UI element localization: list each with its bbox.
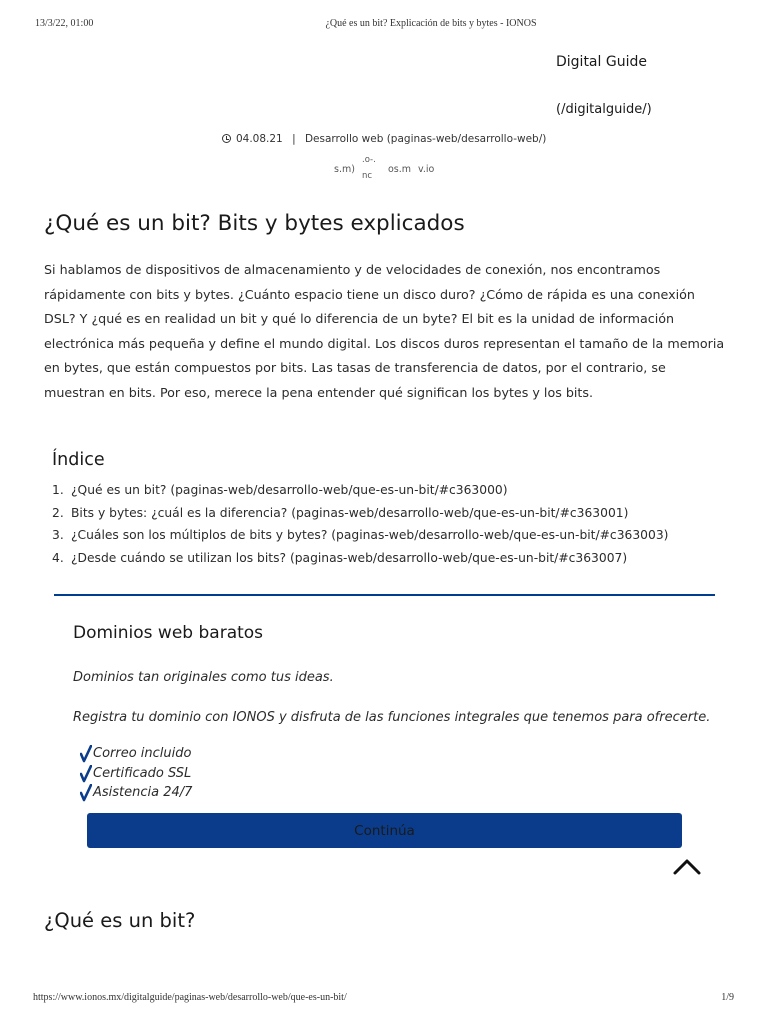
chevron-up-icon[interactable] xyxy=(672,854,702,876)
checkmark-icon xyxy=(80,745,92,763)
share-fragment[interactable]: .o-. xyxy=(362,156,376,165)
continue-button[interactable]: Continúa xyxy=(87,813,682,848)
print-header xyxy=(0,18,768,32)
toc-item[interactable]: 4. ¿Desde cuándo se utilizan los bits? (paginas-web/desarrollo-web/que-es-un-bit/#c363007) xyxy=(52,550,628,565)
print-page-title: ¿Qué es un bit? Explicación de bits y bytes - IONOS xyxy=(325,18,537,29)
feature-item: Certificado SSL xyxy=(80,764,192,784)
category-link[interactable]: Desarrollo web (paginas-web/desarrollo-web/) xyxy=(304,133,547,145)
share-fragment[interactable]: s.m) xyxy=(334,164,355,175)
toc-item[interactable]: 2. Bits y bytes: ¿cuál es la diferencia? (paginas-web/desarrollo-web/que-es-un-bit/#c363001) xyxy=(52,505,629,520)
promo-tagline: Dominios tan originales como tus ideas. xyxy=(73,670,334,685)
toc-link[interactable]: ¿Qué es un bit? (paginas-web/desarrollo-web/que-es-un-bit/#c363000) xyxy=(71,483,508,497)
promo-description: Registra tu dominio con IONOS y disfruta de las funciones integrales que tenemos para ofrecerte. xyxy=(73,710,711,725)
toc-link[interactable]: ¿Desde cuándo se utilizan los bits? (paginas-web/desarrollo-web/que-es-un-bit/#c363007) xyxy=(71,550,628,565)
feature-item: Asistencia 24/7 xyxy=(80,783,192,803)
toc-item[interactable]: 1. ¿Qué es un bit? (paginas-web/desarrollo-web/que-es-un-bit/#c363000) xyxy=(52,483,508,497)
article-intro: Si hablamos de dispositivos de almacenamiento y de velocidades de conexión, nos encontramos rápidamente con bits y bytes. ¿Cuánto espacio tiene un disco duro? ¿Cómo de rápida es una conexión DSL? Y ¿qué es en realidad un bit y qué lo diferencia de un byte? El bit es la unidad de información electrónica más pequeña y define el mundo digital. Los discos duros representan el tamaño de la memoria en bytes, que están compuestos por bits. Las tasas de transferencia de datos, por el contrario, se muestran en bits. Por eso, merece la pena entender qué significan los bytes y los bits. xyxy=(44,262,725,400)
toc-link[interactable]: ¿Cuáles son los múltiplos de bits y bytes? (paginas-web/desarrollo-web/que-es-un-bit/#c363003) xyxy=(71,528,669,542)
brand-name[interactable]: Digital Guide xyxy=(556,54,647,70)
share-fragment[interactable]: os.m xyxy=(388,164,412,175)
share-links[interactable] xyxy=(334,156,454,182)
brand-link[interactable]: (/digitalguide/) xyxy=(556,102,652,117)
share-fragment[interactable]: v.io xyxy=(418,164,435,175)
print-date: 13/3/22, 01:00 xyxy=(35,18,94,29)
table-of-contents xyxy=(52,479,668,569)
share-fragment[interactable]: nc xyxy=(362,171,373,181)
checkmark-icon xyxy=(80,765,92,783)
meta-separator: | xyxy=(292,133,296,145)
toc-link[interactable]: Bits y bytes: ¿cuál es la diferencia? (paginas-web/desarrollo-web/que-es-un-bit/#c363001) xyxy=(71,505,629,520)
print-footer xyxy=(0,992,768,1006)
article-title: ¿Qué es un bit? Bits y bytes explicados xyxy=(44,211,465,236)
feature-item: Correo incluido xyxy=(80,744,192,764)
article-meta xyxy=(0,133,768,145)
publish-date: 04.08.21 xyxy=(235,133,283,145)
print-url: https://www.ionos.mx/digitalguide/paginas-web/desarrollo-web/que-es-un-bit/ xyxy=(33,992,347,1003)
section-title: ¿Qué es un bit? xyxy=(44,909,196,932)
page-number: 1/9 xyxy=(721,992,734,1003)
promo-title: Dominios web baratos xyxy=(73,623,264,643)
domain-promo-box xyxy=(54,594,715,850)
checkmark-icon xyxy=(80,784,92,802)
toc-title: Índice xyxy=(52,450,105,470)
clock-icon xyxy=(222,134,231,143)
toc-item[interactable]: 3. ¿Cuáles son los múltiplos de bits y bytes? (paginas-web/desarrollo-web/que-es-un-bit/#c363003) xyxy=(52,528,669,542)
promo-features xyxy=(80,744,192,803)
